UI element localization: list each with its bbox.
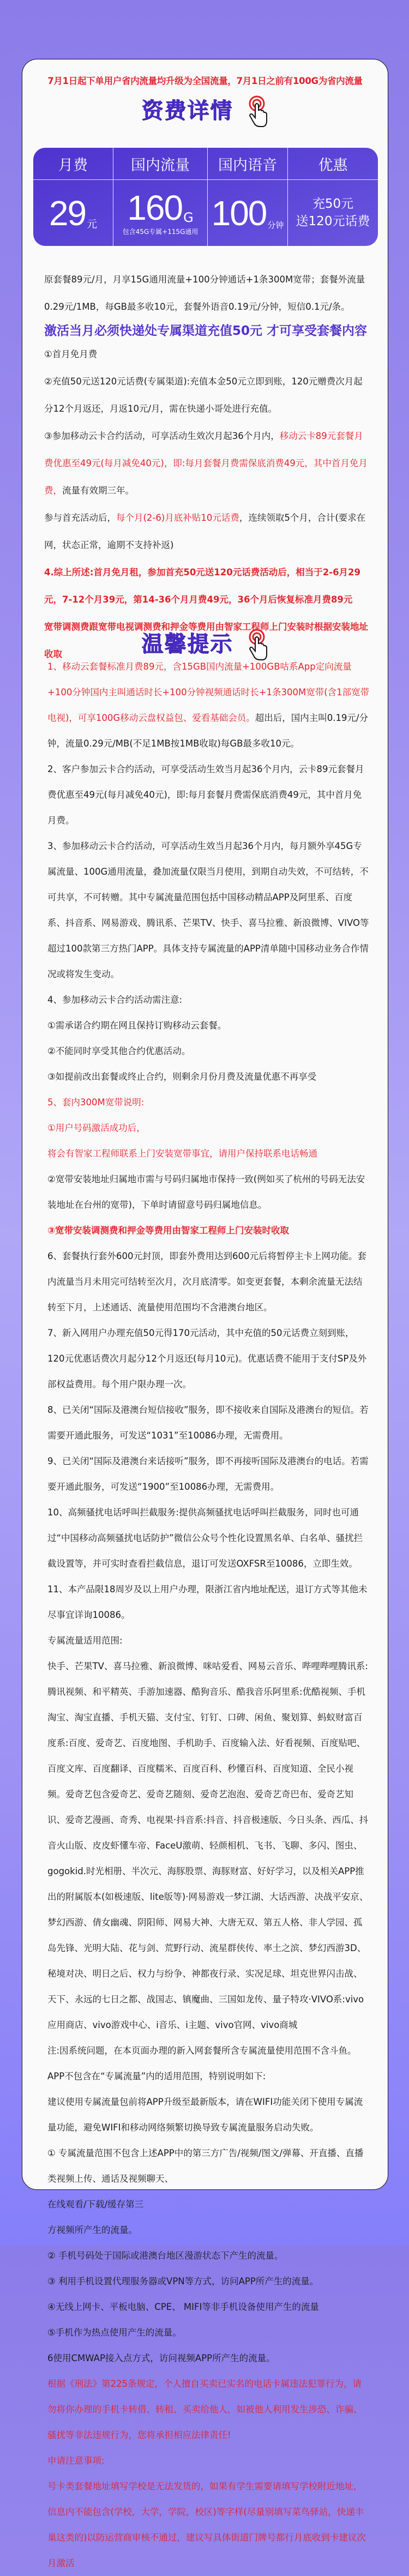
tip-4-item: ①需承诺合约期在网且保持订购移动云套餐。 xyxy=(47,1020,227,1031)
subsidy-suffix: ，连续领取5个月，合计(要求在网，状态正常，逾期不支持补返) xyxy=(44,513,366,550)
tariff-details xyxy=(44,270,371,668)
exclusions-title: APP不包含在“专属流量”内的适用范围，特别说明如下: xyxy=(47,2071,266,2081)
price-table xyxy=(33,148,378,246)
header-promo: 优惠 xyxy=(288,148,378,180)
tip-4-title: 4、参加移动云卡合约活动需注意: xyxy=(47,995,183,1005)
tariff-intro: 原套餐89元/月，月享15G通用流量+100分钟通话+1条300M宽带；套餐外流量0.29元/1MB，每GB最多收10元，套餐外语音0.19元/分钟，短信0.1元/条。 xyxy=(44,274,365,312)
exclusions-intro: 建议使用专属流量包前将APP升级至最新版本，请在WIFI功能关闭下使用专属流量功能，避免WIFI和移动网络频繁切换导致专属流量服务启动失败。 xyxy=(47,2097,363,2133)
subsidy-prefix: 参与首充活动后， xyxy=(44,513,116,523)
tip-5-item-2: ②宽带安装地址归属地市需与号码归属地市保持一致(例如买了杭州的号码无法安装地址在台州的宽带)，下单时请留意号码归属地信息。 xyxy=(47,1174,365,1210)
tip-3: 3、参加移动云卡合约活动，可享活动生效当月起36个月内，每月额外享45G专属流量、100G通用流量，叠加流量仅限当月使用，到期自动失效，不可结转，不可共享，不可转赠。其中专属流量范围包括中国移动精品APP及阿里系、百度系、抖音系、网易游戏、腾讯系、芒果TV、快手、喜马拉雅、新浪微博、VIVO等超过100款第三方热门APP。具体支持专属流量的APP清单随中国移动业务合作情况或将发生变动。 xyxy=(47,841,369,979)
content-card xyxy=(22,59,388,2568)
tip1-rest: 超出后，国内主叫0.19元/分钟，流量0.29元/MB(不足1MB按1MB收取)每GB最多收10元。 xyxy=(47,713,369,749)
tariff-item-2: ②充值50元送120元话费(专属渠道):充值本金50元立即到账，120元赠费次月起分12个月返还，月返10元/月，需在快递小哥处进行充值。 xyxy=(44,376,363,414)
promo-line1: 充50元 xyxy=(312,197,354,212)
apps-note: 注:因系统问题，在本页面办理的新入网套餐所含专属流量使用范围不含斗鱼。 xyxy=(47,2045,357,2056)
header-domestic-voice: 国内语音 xyxy=(208,148,288,180)
notice-banner: 7月1日起下单用户省内流量均升级为全国流量，7月1日之前有100G为省内流量 xyxy=(47,76,363,86)
tap-hand-icon xyxy=(247,95,269,129)
exclusion-item: ⑤手机作为热点使用产生的流量。 xyxy=(47,2327,182,2338)
voice-cell xyxy=(208,180,288,246)
tip-6: 6、套餐执行套外600元封顶，即套外费用达到600元后将暂停主卡上网功能。套内流量当月未用完可结转至次月，次月底清零。如变更套餐，本剩余流量无法结转至下月，上述通话、流量使用范围均不含港澳台地区。 xyxy=(47,1251,366,1313)
exclusion-item: ④无线上网卡、平板电脑、CPE、 MIFI等非手机设备使用产生的流量 xyxy=(47,2302,319,2312)
exclusion-item: ① 专属流量范围不包含上述APP中的第三方广告/视频/图文/弹幕、开直播、直播类视频上传、通话及视频聊天、 xyxy=(47,2148,364,2184)
item3-highlight: 移动云卡89元套餐月费优惠至49元(每月减免40元)，即:每月套餐月费需保底消费49元，其中首月免月费， xyxy=(44,431,368,496)
tariff-item-1: ①首月免月费 xyxy=(44,349,98,359)
monthly-fee-value: 29 xyxy=(49,193,86,233)
tip1-highlight: 1、移动云套餐标准月费89元，含15GB国内流量+100GB咕系App定向流量+100分钟国内主叫通话时长+100分钟视频通话时长+1条300M宽带(含1部宽带电视)，可享100G移动云盘权益包、爱看基础会员。 xyxy=(47,661,370,723)
tip-2: 2、客户参加云卡合约活动，可享受活动生效当月起36个月内，云卡89元套餐月费优惠至49元(每月减免40元)，即:每月套餐月费需保底消费49元，其中首月免月费。 xyxy=(47,764,364,826)
tip-8: 8、已关闭“国际及港澳台短信接收”服务，即不接收来自国际及港澳台的短信。若需要开通此服务，可发送“1031”至10086办理，无需费用。 xyxy=(47,1405,369,1441)
tips-title-text: 温馨提示 xyxy=(141,631,233,657)
tip-5-item-3: ③宽带安装调测费和押金等费用由智家工程师上门安装时收取 xyxy=(47,1225,289,1236)
tariff-title-text: 资费详情 xyxy=(141,98,233,123)
exclusion-item: ③ 利用手机设置代理服务器或VPN等方式，访问APP所产生的流量。 xyxy=(47,2276,319,2286)
activation-notice: 激活当月必须快递处专属渠道充值50元 才可享受套餐内容 xyxy=(44,324,368,338)
subsidy-highlight: 每个月(2-6)月底补贴10元话费 xyxy=(116,513,239,523)
tip-11: 11、本产品限18周岁及以上用户办理，限浙江省内地址配送，退订方式等其他未尽事宜详询10086。 xyxy=(47,1584,368,1620)
application-title: 申请注意事项: xyxy=(47,2455,105,2466)
header-monthly-fee: 月费 xyxy=(33,148,113,180)
item3-prefix: ③参加移动云卡合约活动，可享活动生效次月起36个月内， xyxy=(44,431,280,441)
data-note: 包含45G专属+115G通用 xyxy=(122,227,199,236)
voice-unit: 分钟 xyxy=(267,220,284,230)
exclusion-item: 方视频所产生的流量。 xyxy=(47,2225,137,2235)
promo-line2: 送120元话费 xyxy=(296,214,370,228)
tip-5-item-1b: 将会有智家工程师联系上门安装宽带事宜，请用户保持联系电话畅通 xyxy=(47,1148,317,1159)
promo-cell xyxy=(288,180,378,246)
tip-4-item: ③如提前改出套餐或终止合约，则剩余月份月费及流量优惠不再享受 xyxy=(47,1072,317,1082)
item3-suffix: 流量有效期三年。 xyxy=(62,485,134,496)
summary: 4.综上所述:首月免月租，参加首充50元送120元话费活动后，相当于2-6月29元，7-12个月39元，第14-36个月月费49元，36个月后恢复标准月费89元 xyxy=(44,567,361,605)
exclusion-item: 6使用CMWAP接入点方式，访问视频APP所产生的流量。 xyxy=(47,2353,275,2363)
tip-7: 7、新入网用户办理充值50元得170元活动，其中充值的50元话费立刻到账，120元优惠话费次月起分12个月返还(每月10元)。优惠话费不能用于支付SP及外部权益费用。每个用户限办理一次。 xyxy=(47,1328,367,1389)
broadband-fee-notice: 宽带调测费跟宽带电视调测费和押金等费用由智家工程师上门安装时根据安装地址收取 xyxy=(44,622,368,659)
tariff-item-3 xyxy=(44,423,371,504)
data-cell xyxy=(113,180,208,246)
tip-9: 9、已关闭“国际及港澳台来话接听”服务，即不再接听国际及港澳台的电话。若需要开通此服务，可发送“1900”至10086办理，无需费用。 xyxy=(47,1456,369,1492)
tips-list xyxy=(47,654,370,2576)
tip-5-item-1a: ①用户号码激活成功后， xyxy=(47,1123,146,1133)
data-value: 160 xyxy=(127,188,183,227)
application-note: 号卡类套餐地址填写学校是无法发货的，如果有学生需要请填写学校附近地址，信息内不能包含(学校，大学，学院，校区)等字样(尽量别填写菜鸟驿站，快递丰巢这类的)以防运营商审核不通过，建议写具体街道门牌号都行月底收到卡建议次月激活 xyxy=(47,2481,366,2568)
apps-title: 专属流量适用范围: xyxy=(47,1635,123,1646)
tip-4-item: ②不能同时享受其他合约优惠活动。 xyxy=(47,1046,191,1056)
tip-10: 10、高频骚扰电话呼叫拦截服务:提供高频骚扰电话呼叫拦截服务，同时也可通过“中国移动高频骚扰电话防护”微信公众号个性化设置黑名单、白名单、骚扰拦截设置等，并可实时查看拦截信息，退订可发送OXFSR至10086，立即生效。 xyxy=(47,1507,363,1569)
voice-value: 100 xyxy=(211,193,267,233)
subsidy-info xyxy=(44,504,371,559)
monthly-fee-cell xyxy=(33,180,113,246)
exclusion-item: ② 手机号码处于国际或港澳台地区漫游状态下产生的流量。 xyxy=(47,2250,284,2261)
tip-1 xyxy=(47,654,370,756)
tip-5-title: 5、套内300M宽带说明: xyxy=(47,1097,145,1108)
legal-warning: 根据《刑法》第225条规定，个人擅自买卖已实名的电话卡属违法犯罪行为，请勿将你办理的手机卡转借、转租、买卖给他人，如被他人利用发生涉恐、诈骗、骚扰等非法违规行为，您将承担相应法律责任! xyxy=(47,2379,363,2440)
tariff-section-title xyxy=(22,93,388,129)
monthly-fee-unit: 元 xyxy=(87,218,98,230)
header-domestic-data: 国内流量 xyxy=(113,148,208,180)
apps-list: 快手、芒果TV、喜马拉雅、新浪微博、咪咕爱看、网易云音乐、哔哩哔哩腾讯系:腾讯视频、和平精英、手游加速器、酷狗音乐、酷我音乐阿里系:优酷视频、手机淘宝、淘宝直播、手机天猫、支付宝、钉钉、口碑、闲鱼、聚划算、蚂蚁财富百度系:百度、爱奇艺、百度地图、手机助手、百度输入法、好看视频、百度贴吧、百度文库、百度翻译、百度糯米、百度百科、秒懂百科、百度知道、全民小视频。爱奇艺包含爱奇艺、爱奇艺随刻、爱奇艺泡泡、爱奇艺奇巴布、爱奇艺知识、爱奇艺漫画、奇秀、电视果·抖音系:抖音、抖音极速版、今日头条、西瓜、抖音火山版、皮皮虾懂车帝、FaceU激萌、轻颜相机、飞书、飞聊、多闪、图虫、gogokid.时光相册、半次元、海豚股票、海豚财富、好好学习，以及相关APP推出的附属版本(如极速版、lite版等)·网易游戏一梦江湖、大话西游、决战平安京、梦幻西游、倩女幽魂、阴阳师、网易大神、大唐无双、第五人格、非人学园、孤岛先锋、光明大陆、花与剑、荒野行动、流星群侠传、率土之滨、梦幻西游3D、秘境对决、明日之后、权力与纷争、神都夜行录、实况足球、坦克世界闪击战、天下、永远的七日之都、战国志、镇魔曲、三国如龙传、量子特攻·VIVO系:vivo应用商店、vivo游戏中心、i音乐、i主题、vivo官网、vivo商城 xyxy=(47,1661,369,2030)
exclusion-item: 在线观看/下载/缓存第三 xyxy=(47,2199,144,2210)
data-unit: G xyxy=(183,209,194,225)
